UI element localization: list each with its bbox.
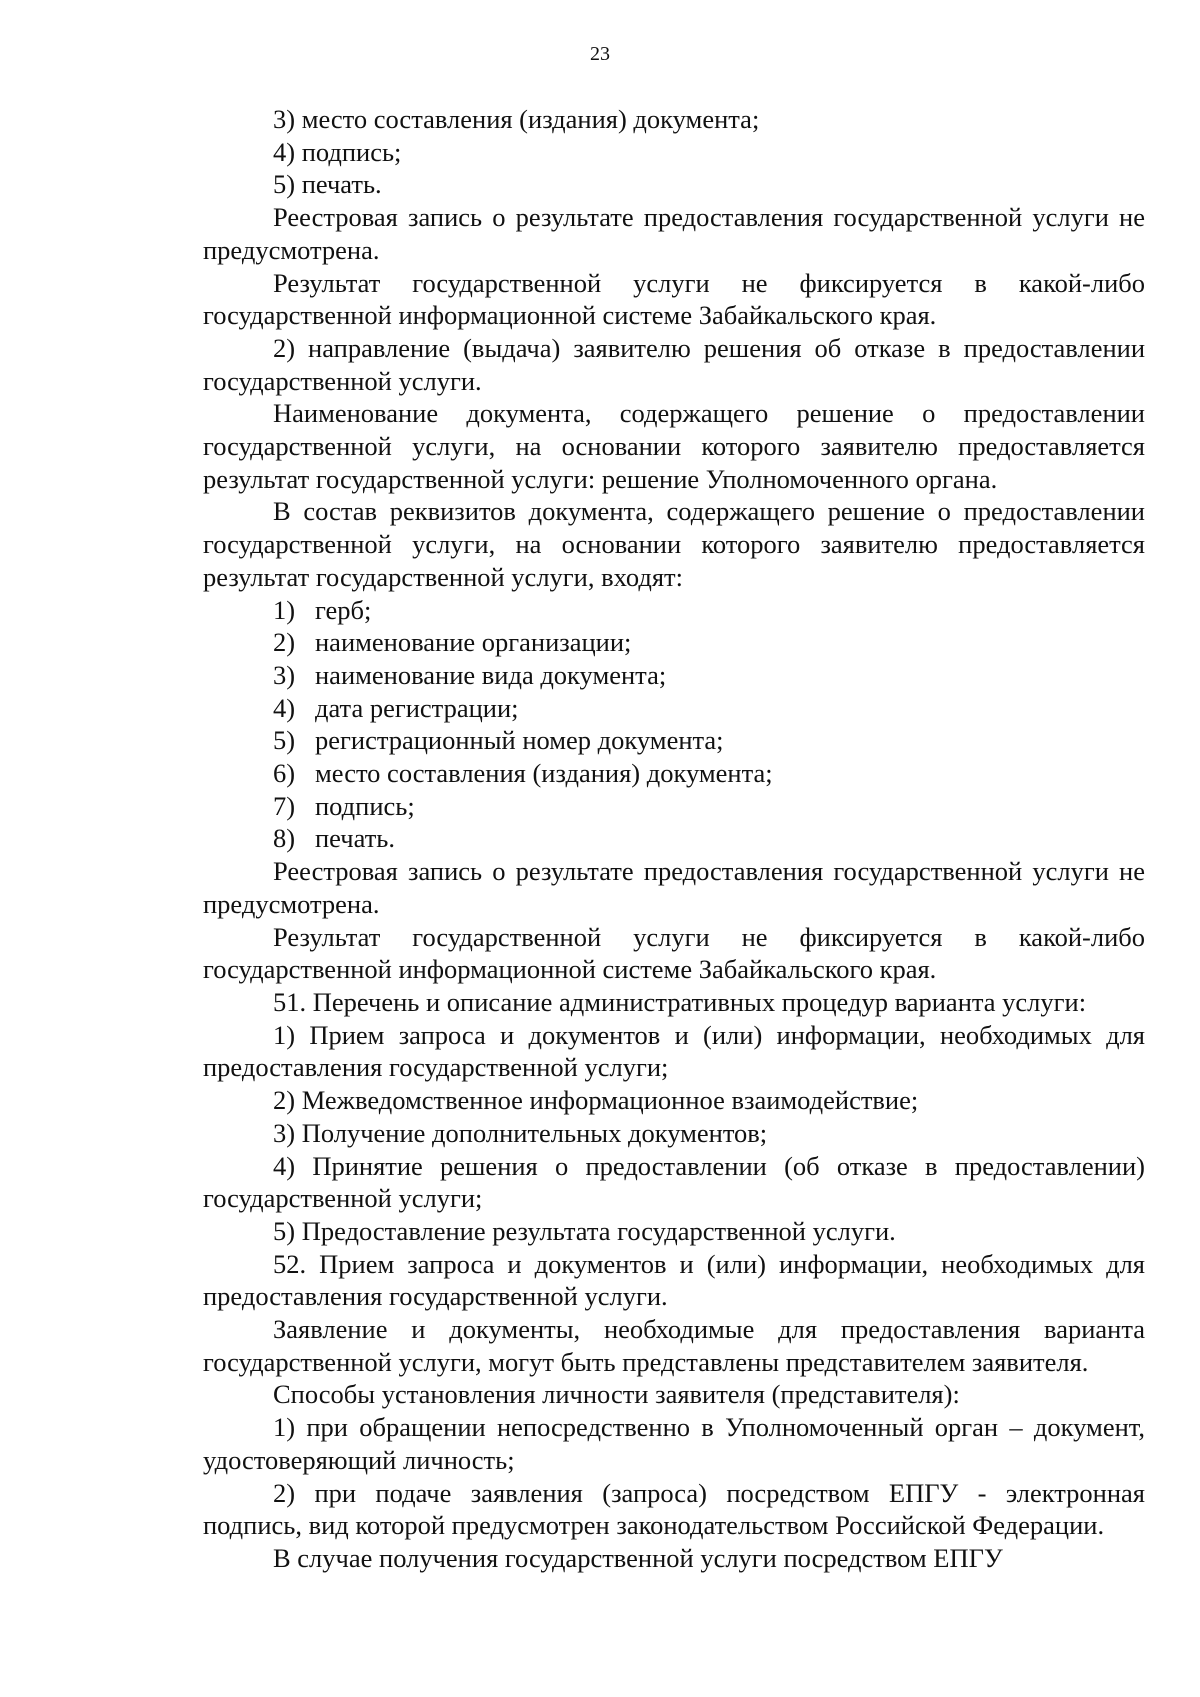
- paragraph: 1) при обращении непосредственно в Уполномоченный орган – документ, удостоверяющий личность;: [203, 1412, 1145, 1475]
- list-number: 7): [273, 790, 296, 821]
- list-item: [203, 626, 1145, 659]
- list-text: дата регистрации;: [315, 692, 519, 723]
- list-number: 4): [273, 692, 296, 723]
- paragraph: 52. Прием запроса и документов и (или) информации, необходимых для предоставления государственной услуги.: [203, 1248, 1145, 1312]
- paragraph: 4) подпись;: [273, 136, 402, 167]
- list-text: наименование вида документа;: [315, 659, 667, 690]
- list-number: 1): [273, 594, 296, 625]
- paragraph: В случае получения государственной услуги посредством ЕПГУ: [273, 1542, 1003, 1573]
- list-text: место составления (издания) документа;: [315, 758, 773, 789]
- list-item: [203, 724, 1145, 757]
- paragraph: 4) Принятие решения о предоставлении (об отказе в предоставлении) государственной услуги;: [203, 1150, 1145, 1214]
- paragraph: Заявление и документы, необходимые для предоставления варианта государственной услуги, могут быть представлены представителем заявителя.: [203, 1314, 1145, 1377]
- paragraph: 2) Межведомственное информационное взаимодействие;: [273, 1085, 919, 1116]
- list-number: 6): [273, 758, 296, 789]
- list-number: 3): [273, 659, 296, 690]
- paragraph: 5) печать.: [273, 169, 382, 200]
- list-item: [203, 822, 1145, 855]
- list-item: [203, 659, 1145, 692]
- list-text: регистрационный номер документа;: [315, 725, 724, 756]
- paragraph: 2) при подаче заявления (запроса) посредством ЕПГУ - электронная подпись, вид которой предусмотрен законодательством Российской Федерации.: [203, 1477, 1145, 1541]
- paragraph: 51. Перечень и описание административных процедур варианта услуги:: [273, 986, 1087, 1017]
- list-item: [203, 594, 1145, 627]
- paragraph: 1) Прием запроса и документов и (или) информации, необходимых для предоставления государственной услуги;: [203, 1019, 1145, 1083]
- list-item: [203, 790, 1145, 823]
- list-item: [203, 757, 1145, 790]
- paragraph: Наименование документа, содержащего решение о предоставлении государственной услуги, на основании которого заявителю предоставляется результат государственной услуги: решение Уполномоченного органа.: [203, 398, 1145, 494]
- paragraph: Результат государственной услуги не фиксируется в какой-либо государственной информационной системе Забайкальского края.: [203, 267, 1145, 331]
- paragraph: 5) Предоставление результата государственной услуги.: [273, 1215, 896, 1246]
- list-number: 8): [273, 823, 296, 854]
- list-number: 5): [273, 725, 296, 756]
- paragraph: 3) место составления (издания) документа;: [273, 104, 760, 134]
- page-number: 23: [590, 43, 610, 65]
- paragraph: В состав реквизитов документа, содержащего решение о предоставлении государственной услуги, на основании которого заявителю предоставляется результат государственной услуги, входят:: [203, 496, 1145, 592]
- paragraph: Результат государственной услуги не фиксируется в какой-либо государственной информационной системе Забайкальского края.: [203, 921, 1145, 985]
- paragraph: Реестровая запись о результате предоставления государственной услуги не предусмотрена.: [203, 202, 1145, 265]
- list-text: герб;: [315, 594, 372, 625]
- list-text: подпись;: [315, 790, 415, 821]
- paragraph: 2) направление (выдача) заявителю решения об отказе в предоставлении государственной услуги.: [203, 332, 1145, 396]
- list-number: 2): [273, 627, 296, 658]
- paragraph: Способы установления личности заявителя (представителя):: [273, 1379, 960, 1410]
- list-item: [203, 692, 1145, 725]
- paragraph: 3) Получение дополнительных документов;: [273, 1117, 768, 1148]
- list-text: печать.: [315, 823, 395, 854]
- document-body: [203, 103, 1145, 1575]
- list-text: наименование организации;: [315, 627, 632, 658]
- paragraph: Реестровая запись о результате предоставления государственной услуги не предусмотрена.: [203, 856, 1145, 919]
